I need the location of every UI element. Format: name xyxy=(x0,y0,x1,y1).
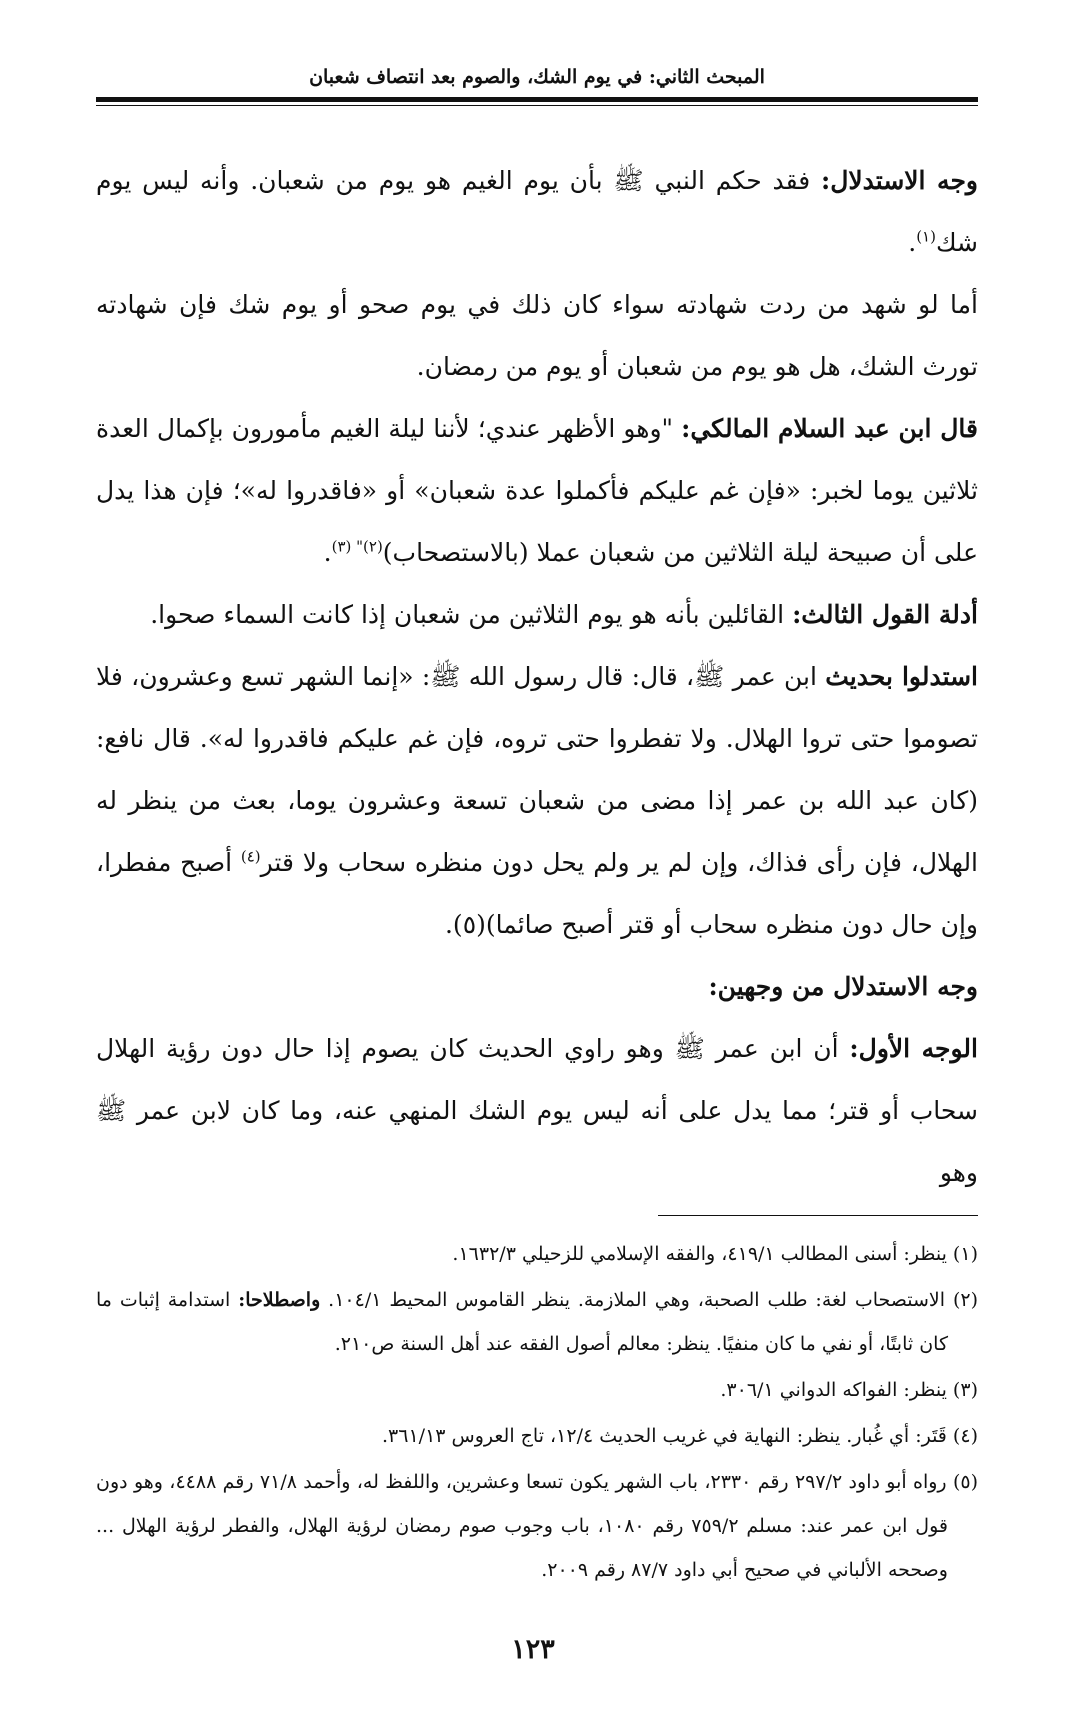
header-rule-thin xyxy=(96,105,978,106)
paragraph-text: فقد حكم النبي ﷺ بأن يوم الغيم هو يوم من شعبان. وأنه ليس يوم شك xyxy=(96,166,978,257)
running-header: المبحث الثاني: في يوم الشك، والصوم بعد انتصاف شعبان xyxy=(309,66,765,88)
paragraph-lead: قال ابن عبد السلام المالكي: xyxy=(681,414,978,443)
paragraph xyxy=(96,956,978,1018)
main-text xyxy=(96,150,978,1204)
footnote-text: (٢) الاستصحاب لغة: طلب الصحبة، وهي الملازمة. ينظر القاموس المحيط ١٠٤/١. xyxy=(320,1289,979,1311)
paragraph xyxy=(96,398,978,584)
page-number: ١٢٣ xyxy=(511,1634,555,1665)
paragraph xyxy=(96,274,978,398)
footnote-ref: (٤) xyxy=(240,847,261,866)
paragraph-tail: أصبح مفطرا، وإن حال دون منظره سحاب أو قتر أصبح صائما)(٥). xyxy=(96,848,978,939)
paragraph-lead: الوجه الأول: xyxy=(849,1034,978,1063)
paragraph-lead: أدلة القول الثالث: xyxy=(792,600,978,629)
footnotes xyxy=(96,1232,978,1594)
paragraph xyxy=(96,1018,978,1204)
paragraph-tail: . xyxy=(908,228,917,257)
footnote-text: (٥) رواه أبو داود ٢٩٧/٢ رقم ٢٣٣٠، باب الشهر يكون تسعا وعشرين، واللفظ له، وأحمد ٧١/٨ رقم ٤٤٨٨، وهو دون قول ابن عمر عند: مسلم ٧٥٩/٢ رقم ١٠٨٠، باب وجوب صوم رمضان لرؤية الهلال، والفطر لرؤية الهلال ... وصححه الألباني في صحيح أبي داود ٨٧/٧ رقم ٢٠٠٩. xyxy=(96,1471,979,1581)
footnote-bold: واصطلاحا: xyxy=(238,1289,321,1311)
footnote-text: (٣) ينظر: الفواكه الدواني ٣٠٦/١. xyxy=(720,1379,978,1401)
footnote xyxy=(96,1232,978,1276)
paragraph-text: ابن عمر ﷺ، قال: قال رسول الله ﷺ: «إنما الشهر تسع وعشرون، فلا تصوموا حتى تروا الهلال. ولا تفطروا حتى تروه، فإن غم عليكم فاقدروا له». قال نافع: (كان عبد الله بن عمر إذا مضى من شعبان تسعة وعشرون يوما، بعث من ينظر له الهلال، فإن رأى فذاك، وإن لم ير ولم يحل دون منظره سحاب ولا قتر xyxy=(96,662,979,877)
footnote-text: (١) ينظر: أسنى المطالب ٤١٩/١، والفقه الإسلامي للزحيلي ١٦٣٢/٣. xyxy=(452,1243,978,1265)
header-rule-thick xyxy=(96,97,978,102)
footnote-separator xyxy=(658,1215,978,1216)
paragraph-lead: وجه الاستدلال: xyxy=(821,166,978,195)
paragraph xyxy=(96,584,978,646)
paragraph-lead: وجه الاستدلال من وجهين: xyxy=(708,972,978,1001)
paragraph xyxy=(96,150,978,274)
footnote-text-after: استدامة إثبات ما كان ثابتًا، أو نفي ما كان منفيًا. ينظر: معالم أصول الفقه عند أهل السنة ص٢١٠. xyxy=(96,1289,948,1355)
footnote xyxy=(96,1278,978,1366)
paragraph-text: "وهو الأظهر عندي؛ لأننا ليلة الغيم مأمورون بإكمال العدة ثلاثين يوما لخبر: «فإن غم عليكم فأكملوا عدة شعبان» أو «فاقدروا له»؛ فإن هذا يدل على أن صبيحة ليلة الثلاثين من شعبان عملا (بالاستصحاب) xyxy=(96,414,978,567)
paragraph xyxy=(96,646,978,956)
paragraph-text: أن ابن عمر ﷺ وهو راوي الحديث كان يصوم إذا حال دون رؤية الهلال سحاب أو قتر؛ مما يدل على أنه ليس يوم الشك المنهي عنه، وما كان لابن عمر ﷺ وهو xyxy=(96,1034,978,1187)
footnote-text: (٤) قَتَر: أي غُبار. ينظر: النهاية في غريب الحديث ١٢/٤، تاج العروس ٣٦١/١٣. xyxy=(382,1425,978,1447)
paragraph-lead: استدلوا بحديث xyxy=(825,662,979,691)
paragraph-tail: . xyxy=(323,538,332,567)
paragraph-text: القائلين بأنه هو يوم الثلاثين من شعبان إذا كانت السماء صحوا. xyxy=(150,600,793,629)
footnote-ref: (١) xyxy=(916,227,936,246)
footnote xyxy=(96,1368,978,1412)
footnote xyxy=(96,1414,978,1458)
footnote xyxy=(96,1460,978,1592)
footnote-ref: (٢)" (٣) xyxy=(331,537,383,556)
paragraph-text: أما لو شهد من ردت شهادته سواء كان ذلك في يوم صحو أو يوم شك فإن شهادته تورث الشك، هل هو يوم من شعبان أو يوم من رمضان. xyxy=(96,290,978,381)
